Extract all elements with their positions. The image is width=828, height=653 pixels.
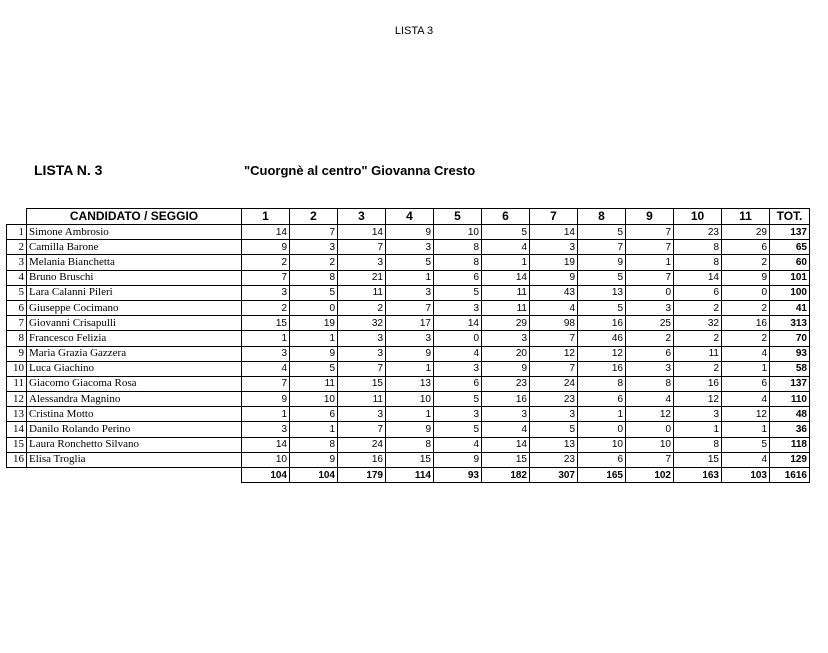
- votes-seggio-5: 3: [434, 300, 482, 315]
- header-seggio-11: 11: [722, 209, 770, 225]
- row-number: 13: [7, 407, 27, 422]
- votes-seggio-5: 6: [434, 376, 482, 391]
- votes-seggio-5: 14: [434, 316, 482, 331]
- votes-seggio-3: 24: [338, 437, 386, 452]
- votes-seggio-8: 13: [578, 285, 626, 300]
- votes-seggio-7: 5: [530, 422, 578, 437]
- votes-seggio-10: 32: [674, 316, 722, 331]
- candidate-total: 48: [770, 407, 810, 422]
- votes-seggio-11: 2: [722, 255, 770, 270]
- votes-seggio-7: 14: [530, 225, 578, 240]
- votes-seggio-4: 3: [386, 331, 434, 346]
- votes-seggio-8: 6: [578, 392, 626, 407]
- candidate-total: 129: [770, 452, 810, 467]
- votes-seggio-4: 1: [386, 361, 434, 376]
- total-seggio-6: 182: [482, 468, 530, 483]
- votes-seggio-9: 2: [626, 331, 674, 346]
- header-total: TOT.: [770, 209, 810, 225]
- votes-seggio-3: 32: [338, 316, 386, 331]
- votes-seggio-7: 7: [530, 331, 578, 346]
- votes-seggio-3: 11: [338, 392, 386, 407]
- votes-seggio-8: 5: [578, 270, 626, 285]
- votes-seggio-7: 13: [530, 437, 578, 452]
- votes-seggio-9: 7: [626, 225, 674, 240]
- table-row: [7, 361, 810, 376]
- votes-seggio-6: 11: [482, 300, 530, 315]
- votes-seggio-11: 29: [722, 225, 770, 240]
- candidate-name: Giovanni Crisapulli: [27, 316, 242, 331]
- votes-seggio-11: 4: [722, 346, 770, 361]
- votes-seggio-3: 14: [338, 225, 386, 240]
- votes-seggio-9: 3: [626, 361, 674, 376]
- votes-seggio-10: 3: [674, 407, 722, 422]
- votes-seggio-11: 6: [722, 240, 770, 255]
- votes-seggio-9: 0: [626, 422, 674, 437]
- votes-seggio-10: 8: [674, 437, 722, 452]
- votes-seggio-8: 12: [578, 346, 626, 361]
- header-seggio-9: 9: [626, 209, 674, 225]
- votes-seggio-10: 11: [674, 346, 722, 361]
- votes-seggio-10: 14: [674, 270, 722, 285]
- row-number: 16: [7, 452, 27, 467]
- votes-seggio-1: 7: [242, 270, 290, 285]
- votes-seggio-3: 3: [338, 255, 386, 270]
- votes-seggio-11: 2: [722, 300, 770, 315]
- candidate-name: Lara Calanni Pileri: [27, 285, 242, 300]
- votes-seggio-11: 0: [722, 285, 770, 300]
- total-seggio-9: 102: [626, 468, 674, 483]
- row-number: 10: [7, 361, 27, 376]
- votes-seggio-6: 5: [482, 225, 530, 240]
- votes-seggio-6: 4: [482, 422, 530, 437]
- total-seggio-5: 93: [434, 468, 482, 483]
- header-seggio-1: 1: [242, 209, 290, 225]
- votes-seggio-9: 8: [626, 376, 674, 391]
- votes-seggio-1: 15: [242, 316, 290, 331]
- table-row: [7, 437, 810, 452]
- candidate-total: 110: [770, 392, 810, 407]
- votes-seggio-6: 16: [482, 392, 530, 407]
- votes-seggio-7: 3: [530, 407, 578, 422]
- votes-seggio-1: 3: [242, 346, 290, 361]
- votes-seggio-5: 8: [434, 255, 482, 270]
- candidate-total: 65: [770, 240, 810, 255]
- votes-seggio-2: 5: [290, 361, 338, 376]
- candidate-name: Giuseppe Cocimano: [27, 300, 242, 315]
- votes-seggio-4: 13: [386, 376, 434, 391]
- candidate-name: Cristina Motto: [27, 407, 242, 422]
- candidate-total: 93: [770, 346, 810, 361]
- votes-seggio-7: 7: [530, 361, 578, 376]
- votes-seggio-5: 6: [434, 270, 482, 285]
- votes-seggio-8: 6: [578, 452, 626, 467]
- candidate-total: 118: [770, 437, 810, 452]
- votes-seggio-11: 4: [722, 392, 770, 407]
- row-number: 6: [7, 300, 27, 315]
- votes-seggio-7: 19: [530, 255, 578, 270]
- candidate-name: Laura Ronchetto Silvano: [27, 437, 242, 452]
- total-seggio-11: 103: [722, 468, 770, 483]
- candidate-name: Melania Bianchetta: [27, 255, 242, 270]
- votes-seggio-6: 20: [482, 346, 530, 361]
- votes-seggio-8: 7: [578, 240, 626, 255]
- votes-seggio-5: 10: [434, 225, 482, 240]
- candidate-name: Francesco Felizia: [27, 331, 242, 346]
- candidate-name: Bruno Bruschi: [27, 270, 242, 285]
- votes-seggio-11: 4: [722, 452, 770, 467]
- votes-seggio-2: 7: [290, 225, 338, 240]
- votes-seggio-2: 8: [290, 270, 338, 285]
- votes-seggio-10: 23: [674, 225, 722, 240]
- votes-seggio-1: 14: [242, 437, 290, 452]
- page-header: LISTA 3: [394, 25, 434, 37]
- candidate-total: 313: [770, 316, 810, 331]
- votes-seggio-4: 15: [386, 452, 434, 467]
- candidate-total: 100: [770, 285, 810, 300]
- votes-seggio-10: 16: [674, 376, 722, 391]
- votes-seggio-8: 0: [578, 422, 626, 437]
- votes-seggio-10: 2: [674, 331, 722, 346]
- row-number: 7: [7, 316, 27, 331]
- candidate-total: 70: [770, 331, 810, 346]
- votes-seggio-2: 5: [290, 285, 338, 300]
- total-seggio-7: 307: [530, 468, 578, 483]
- table-row: [7, 407, 810, 422]
- votes-seggio-4: 1: [386, 407, 434, 422]
- votes-seggio-7: 43: [530, 285, 578, 300]
- list-label: LISTA N. 3: [34, 162, 103, 178]
- votes-seggio-11: 1: [722, 361, 770, 376]
- table-row: [7, 422, 810, 437]
- votes-seggio-1: 7: [242, 376, 290, 391]
- votes-seggio-8: 8: [578, 376, 626, 391]
- votes-seggio-4: 10: [386, 392, 434, 407]
- votes-seggio-2: 9: [290, 452, 338, 467]
- votes-seggio-1: 3: [242, 422, 290, 437]
- votes-seggio-10: 2: [674, 300, 722, 315]
- votes-seggio-4: 7: [386, 300, 434, 315]
- votes-seggio-3: 3: [338, 346, 386, 361]
- votes-seggio-1: 2: [242, 255, 290, 270]
- votes-seggio-5: 5: [434, 285, 482, 300]
- votes-seggio-1: 4: [242, 361, 290, 376]
- votes-seggio-1: 10: [242, 452, 290, 467]
- votes-seggio-11: 12: [722, 407, 770, 422]
- votes-seggio-5: 3: [434, 361, 482, 376]
- total-seggio-8: 165: [578, 468, 626, 483]
- votes-seggio-9: 6: [626, 346, 674, 361]
- header-seggio-5: 5: [434, 209, 482, 225]
- votes-seggio-9: 7: [626, 270, 674, 285]
- votes-seggio-4: 9: [386, 422, 434, 437]
- header-seggio-4: 4: [386, 209, 434, 225]
- votes-seggio-5: 4: [434, 346, 482, 361]
- votes-seggio-11: 16: [722, 316, 770, 331]
- votes-seggio-9: 25: [626, 316, 674, 331]
- row-number: 15: [7, 437, 27, 452]
- row-number: 5: [7, 285, 27, 300]
- votes-seggio-5: 5: [434, 422, 482, 437]
- table-row: [7, 392, 810, 407]
- votes-seggio-1: 14: [242, 225, 290, 240]
- header-seggio-7: 7: [530, 209, 578, 225]
- votes-seggio-2: 11: [290, 376, 338, 391]
- header-seggio-10: 10: [674, 209, 722, 225]
- votes-seggio-8: 16: [578, 361, 626, 376]
- votes-seggio-1: 9: [242, 392, 290, 407]
- candidate-total: 137: [770, 376, 810, 391]
- row-number: 12: [7, 392, 27, 407]
- table-row: [7, 270, 810, 285]
- row-number: 11: [7, 376, 27, 391]
- candidate-name: Giacomo Giacoma Rosa: [27, 376, 242, 391]
- votes-seggio-8: 10: [578, 437, 626, 452]
- votes-seggio-3: 7: [338, 361, 386, 376]
- votes-seggio-6: 29: [482, 316, 530, 331]
- votes-seggio-6: 3: [482, 331, 530, 346]
- candidate-name: Camilla Barone: [27, 240, 242, 255]
- votes-seggio-4: 5: [386, 255, 434, 270]
- votes-seggio-7: 4: [530, 300, 578, 315]
- table-row: [7, 452, 810, 467]
- votes-seggio-3: 7: [338, 240, 386, 255]
- table-row: [7, 300, 810, 315]
- candidate-total: 36: [770, 422, 810, 437]
- totals-row: [7, 468, 810, 483]
- list-name: "Cuorgnè al centro" Giovanna Cresto: [244, 163, 476, 178]
- votes-seggio-8: 9: [578, 255, 626, 270]
- header-seggio-3: 3: [338, 209, 386, 225]
- candidate-total: 58: [770, 361, 810, 376]
- row-number: 14: [7, 422, 27, 437]
- table-row: [7, 376, 810, 391]
- votes-seggio-3: 16: [338, 452, 386, 467]
- votes-seggio-6: 4: [482, 240, 530, 255]
- votes-seggio-1: 9: [242, 240, 290, 255]
- votes-seggio-1: 1: [242, 331, 290, 346]
- total-seggio-10: 163: [674, 468, 722, 483]
- candidate-name: Alessandra Magnino: [27, 392, 242, 407]
- header-row: [7, 209, 810, 225]
- votes-seggio-8: 5: [578, 225, 626, 240]
- votes-seggio-2: 6: [290, 407, 338, 422]
- candidate-total: 60: [770, 255, 810, 270]
- total-seggio-3: 179: [338, 468, 386, 483]
- votes-seggio-4: 1: [386, 270, 434, 285]
- votes-seggio-9: 4: [626, 392, 674, 407]
- votes-seggio-2: 8: [290, 437, 338, 452]
- votes-seggio-10: 15: [674, 452, 722, 467]
- table-row: [7, 240, 810, 255]
- candidate-total: 101: [770, 270, 810, 285]
- votes-seggio-3: 21: [338, 270, 386, 285]
- votes-seggio-4: 3: [386, 285, 434, 300]
- grand-total: 1616: [770, 468, 810, 483]
- votes-seggio-2: 0: [290, 300, 338, 315]
- votes-seggio-3: 15: [338, 376, 386, 391]
- candidate-name: Maria Grazia Gazzera: [27, 346, 242, 361]
- votes-seggio-11: 2: [722, 331, 770, 346]
- votes-seggio-1: 3: [242, 285, 290, 300]
- votes-seggio-10: 2: [674, 361, 722, 376]
- votes-seggio-9: 10: [626, 437, 674, 452]
- table-row: [7, 316, 810, 331]
- votes-seggio-5: 3: [434, 407, 482, 422]
- votes-seggio-7: 23: [530, 452, 578, 467]
- candidate-name: Danilo Rolando Perino: [27, 422, 242, 437]
- results-table: [6, 208, 810, 483]
- table-row: [7, 255, 810, 270]
- table-row: [7, 346, 810, 361]
- header-seggio-6: 6: [482, 209, 530, 225]
- votes-seggio-3: 3: [338, 407, 386, 422]
- table-row: [7, 285, 810, 300]
- candidate-name: Luca Giachino: [27, 361, 242, 376]
- votes-seggio-11: 6: [722, 376, 770, 391]
- votes-seggio-9: 3: [626, 300, 674, 315]
- row-number: 3: [7, 255, 27, 270]
- votes-seggio-8: 1: [578, 407, 626, 422]
- votes-seggio-10: 8: [674, 255, 722, 270]
- votes-seggio-8: 5: [578, 300, 626, 315]
- total-seggio-4: 114: [386, 468, 434, 483]
- candidate-name: Elisa Troglia: [27, 452, 242, 467]
- votes-seggio-5: 5: [434, 392, 482, 407]
- votes-seggio-9: 0: [626, 285, 674, 300]
- votes-seggio-4: 9: [386, 225, 434, 240]
- votes-seggio-2: 19: [290, 316, 338, 331]
- votes-seggio-3: 2: [338, 300, 386, 315]
- votes-seggio-3: 11: [338, 285, 386, 300]
- votes-seggio-10: 1: [674, 422, 722, 437]
- candidate-total: 41: [770, 300, 810, 315]
- votes-seggio-1: 2: [242, 300, 290, 315]
- votes-seggio-3: 3: [338, 331, 386, 346]
- votes-seggio-7: 98: [530, 316, 578, 331]
- votes-seggio-2: 3: [290, 240, 338, 255]
- total-seggio-1: 104: [242, 468, 290, 483]
- candidate-name: Simone Ambrosio: [27, 225, 242, 240]
- votes-seggio-5: 0: [434, 331, 482, 346]
- table-row: [7, 331, 810, 346]
- votes-seggio-4: 9: [386, 346, 434, 361]
- votes-seggio-10: 6: [674, 285, 722, 300]
- votes-seggio-7: 9: [530, 270, 578, 285]
- votes-seggio-6: 14: [482, 270, 530, 285]
- votes-seggio-2: 9: [290, 346, 338, 361]
- votes-seggio-7: 3: [530, 240, 578, 255]
- votes-seggio-7: 12: [530, 346, 578, 361]
- header-seggio-8: 8: [578, 209, 626, 225]
- table-row: [7, 225, 810, 240]
- votes-seggio-11: 5: [722, 437, 770, 452]
- votes-seggio-9: 12: [626, 407, 674, 422]
- row-number: 4: [7, 270, 27, 285]
- votes-seggio-2: 1: [290, 331, 338, 346]
- votes-seggio-6: 9: [482, 361, 530, 376]
- votes-seggio-9: 7: [626, 452, 674, 467]
- header-seggio-2: 2: [290, 209, 338, 225]
- votes-seggio-11: 1: [722, 422, 770, 437]
- votes-seggio-5: 4: [434, 437, 482, 452]
- header-candidate: CANDIDATO / SEGGIO: [27, 209, 242, 225]
- votes-seggio-7: 24: [530, 376, 578, 391]
- votes-seggio-8: 46: [578, 331, 626, 346]
- row-number: 8: [7, 331, 27, 346]
- votes-seggio-11: 9: [722, 270, 770, 285]
- votes-seggio-4: 8: [386, 437, 434, 452]
- votes-seggio-7: 23: [530, 392, 578, 407]
- votes-seggio-10: 8: [674, 240, 722, 255]
- candidate-total: 137: [770, 225, 810, 240]
- votes-seggio-6: 23: [482, 376, 530, 391]
- votes-seggio-4: 17: [386, 316, 434, 331]
- row-number: 1: [7, 225, 27, 240]
- votes-seggio-3: 7: [338, 422, 386, 437]
- row-number: 2: [7, 240, 27, 255]
- votes-seggio-6: 15: [482, 452, 530, 467]
- votes-seggio-2: 1: [290, 422, 338, 437]
- votes-seggio-4: 3: [386, 240, 434, 255]
- votes-seggio-5: 8: [434, 240, 482, 255]
- votes-seggio-5: 9: [434, 452, 482, 467]
- votes-seggio-8: 16: [578, 316, 626, 331]
- votes-seggio-9: 1: [626, 255, 674, 270]
- votes-seggio-9: 7: [626, 240, 674, 255]
- row-number: 9: [7, 346, 27, 361]
- votes-seggio-1: 1: [242, 407, 290, 422]
- total-seggio-2: 104: [290, 468, 338, 483]
- votes-seggio-6: 3: [482, 407, 530, 422]
- votes-seggio-6: 1: [482, 255, 530, 270]
- votes-seggio-6: 11: [482, 285, 530, 300]
- votes-seggio-2: 10: [290, 392, 338, 407]
- votes-seggio-6: 14: [482, 437, 530, 452]
- votes-seggio-2: 2: [290, 255, 338, 270]
- votes-seggio-10: 12: [674, 392, 722, 407]
